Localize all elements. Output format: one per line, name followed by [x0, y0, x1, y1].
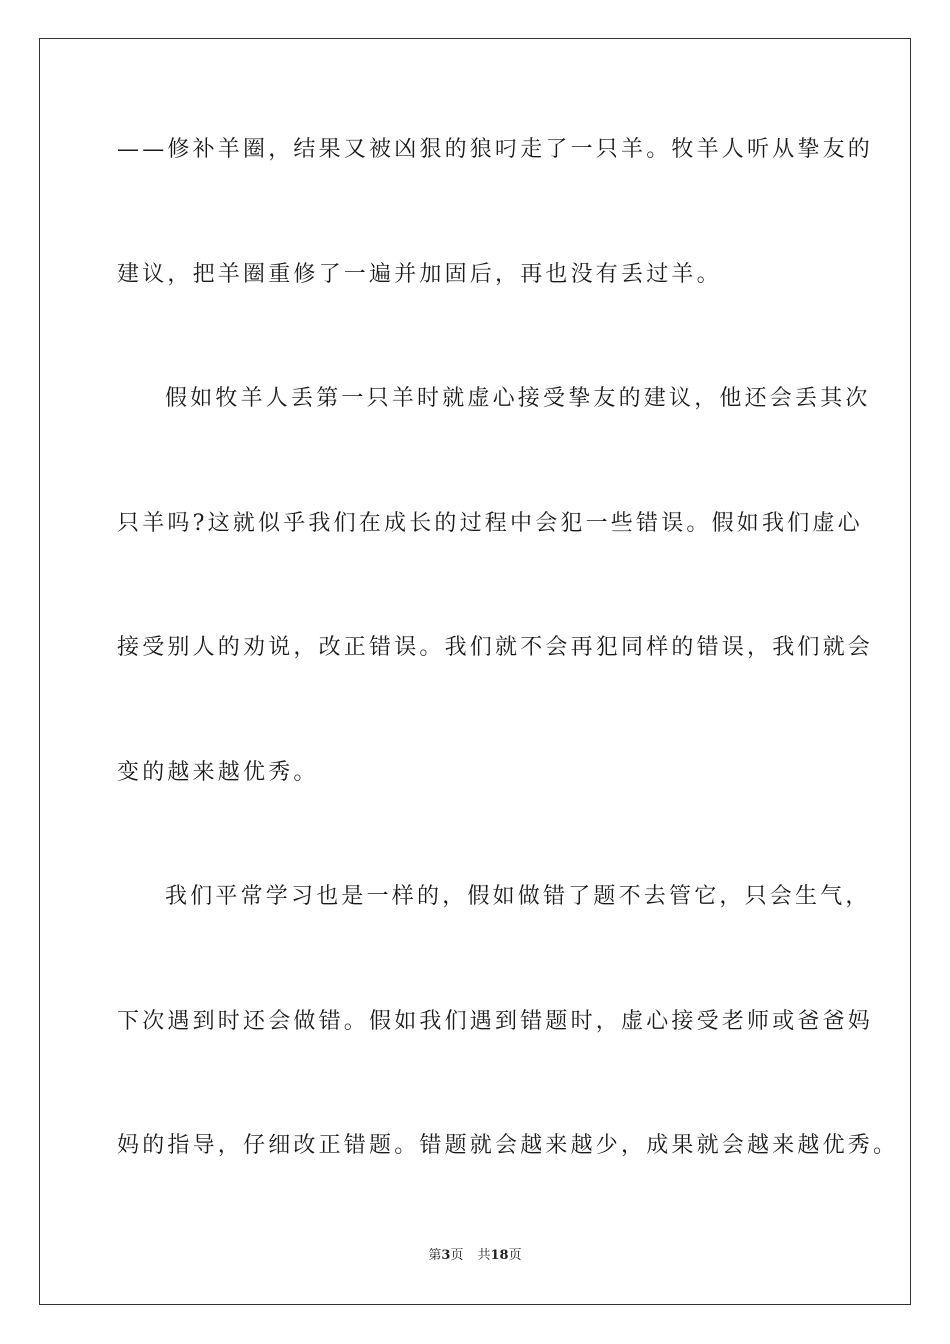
- total-pages: 18: [490, 1248, 509, 1263]
- body-line-5: 接受别人的劝说，改正错误。我们就不会再犯同样的错误，我们就会: [117, 635, 874, 660]
- body-line-9: 妈的指导，仔细改正错题。错题就会越来越少，成果就会越来越优秀。: [117, 1133, 899, 1158]
- body-line-1: ——修补羊圈，结果又被凶狠的狼叼走了一只羊。牧羊人听从挚友的: [117, 137, 874, 162]
- paragraph-3-line-1: 我们平常学习也是一样的，假如做错了题不去管它，只会生气，: [165, 884, 871, 909]
- body-line-4: 只羊吗?这就似乎我们在成长的过程中会犯一些错误。假如我们虚心: [117, 511, 863, 536]
- page-suffix: 页: [450, 1248, 464, 1263]
- body-line-2: 建议，把羊圈重修了一遍并加固后，再也没有丢过羊。: [117, 262, 722, 287]
- body-line-6: 变的越来越优秀。: [117, 760, 319, 785]
- page-frame: [39, 38, 911, 1305]
- body-line-8: 下次遇到时还会做错。假如我们遇到错题时，虚心接受老师或爸爸妈: [117, 1009, 874, 1034]
- page-number: 3: [441, 1248, 451, 1263]
- paragraph-2-line-1: 假如牧羊人丢第一只羊时就虚心接受挚友的建议，他还会丢其次: [165, 386, 871, 411]
- total-suffix: 页: [508, 1248, 522, 1263]
- total-prefix: 共: [477, 1248, 491, 1263]
- page-prefix: 第: [428, 1248, 442, 1263]
- page-footer: [0, 1246, 950, 1266]
